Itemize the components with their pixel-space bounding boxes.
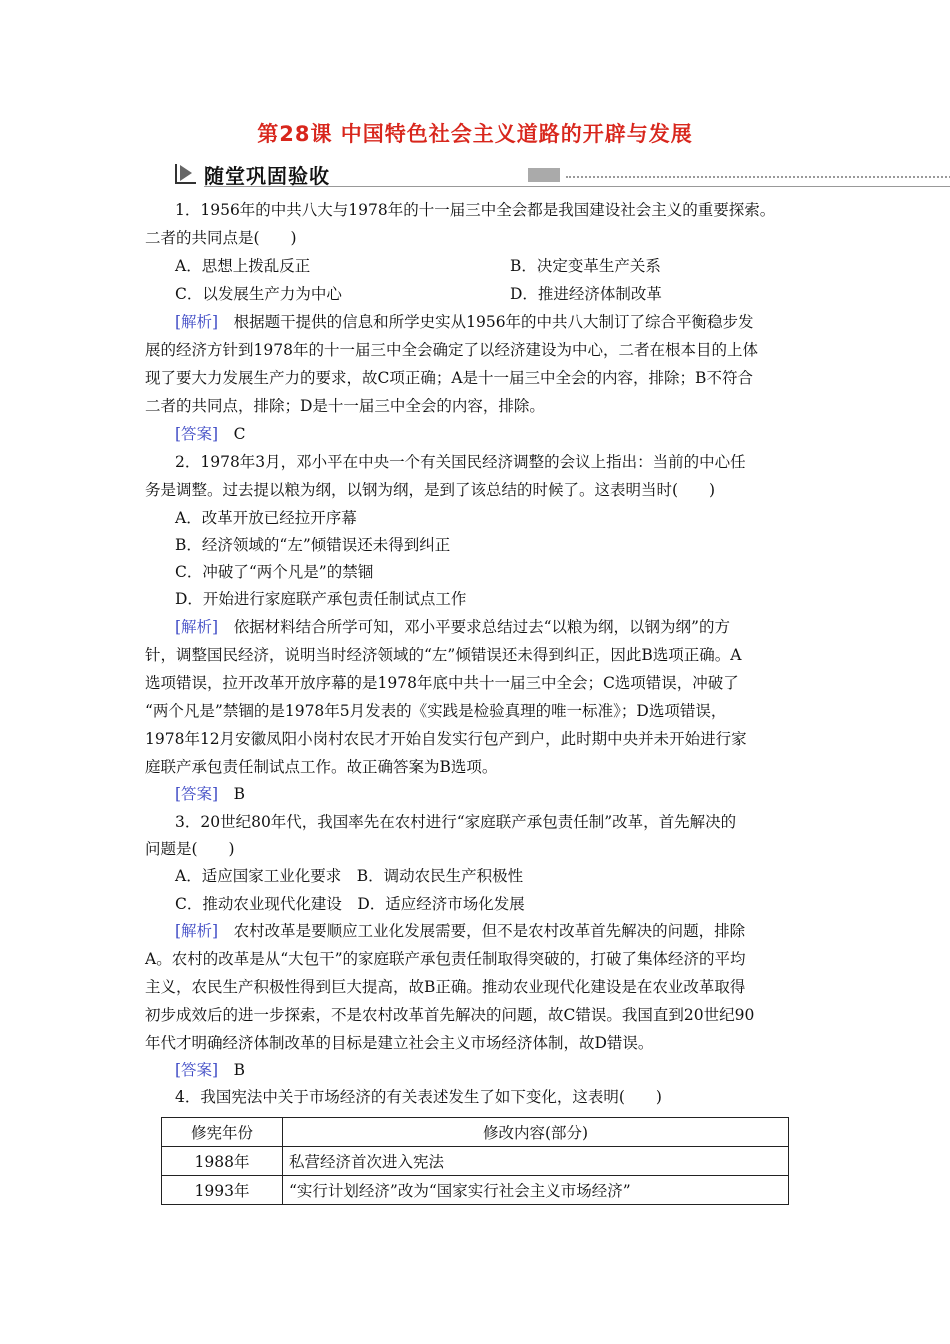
question-3-options-cd: C．推动农业现代化建设 D．适应经济市场化发展 — [175, 895, 525, 913]
question-2-answer: [答案] B — [175, 785, 245, 803]
question-2-option-b: B．经济领域的“左”倾错误还未得到纠正 — [175, 536, 451, 554]
question-3-analysis-line-3: 主义，农民生产积极性得到巨大提高，故B正确。推动农业现代化建设是在农业改革取得 — [145, 978, 746, 996]
question-2-stem-line-2: 务是调整。过去提以粮为纲，以钢为纲，是到了该总结的时候了。这表明当时( ) — [145, 481, 716, 499]
table-row — [162, 1176, 789, 1205]
question-3-analysis-line-5: 年代才明确经济体制改革的目标是建立社会主义市场经济体制，故D错误。 — [145, 1034, 654, 1052]
question-3-answer: [答案] B — [175, 1061, 245, 1079]
question-1-option-d: D．推进经济体制改革 — [510, 285, 662, 303]
table-cell: 私营经济首次进入宪法 — [283, 1147, 789, 1176]
question-1-stem-line-2: 二者的共同点是( ) — [145, 229, 297, 247]
question-2-option-a: A．改革开放已经拉开序幕 — [175, 509, 357, 527]
question-2-analysis-line-3: 选项错误，拉开改革开放序幕的是1978年底中共十一届三中全会；C选项错误，冲破了 — [145, 674, 739, 692]
answer-tag: [答案] — [175, 1061, 219, 1079]
question-1-option-c: C．以发展生产力为中心 — [175, 285, 342, 303]
question-4-stem: 4．我国宪法中关于市场经济的有关表述发生了如下变化，这表明( ) — [175, 1088, 662, 1106]
analysis-tag: [解析] — [175, 922, 219, 940]
table-header-row — [162, 1118, 789, 1147]
answer-tag: [答案] — [175, 785, 219, 803]
table-cell: “实行计划经济”改为“国家实行社会主义市场经济” — [283, 1176, 789, 1205]
question-2-stem-line-1: 2．1978年3月，邓小平在中央一个有关国民经济调整的会议上指出：当前的中心任 — [175, 453, 746, 471]
answer-tag: [答案] — [175, 425, 219, 443]
section-title: 随堂巩固验收 — [204, 164, 330, 188]
page-title: 第28课 中国特色社会主义道路的开辟与发展 — [257, 122, 693, 146]
table-cell: 1988年 — [162, 1147, 283, 1176]
table-cell: 1993年 — [162, 1176, 283, 1205]
question-1-analysis-line-3: 现了要大力发展生产力的要求，故C项正确；A是十一届三中全会的内容，排除；B不符合 — [145, 369, 753, 387]
question-3-options-ab: A．适应国家工业化要求 B．调动农民生产积极性 — [175, 867, 524, 885]
question-1-analysis-line-1: [解析] 根据题干提供的信息和所学史实从1956年的中共八大制订了综合平衡稳步发 — [175, 313, 754, 331]
question-1-analysis-line-2: 展的经济方针到1978年的十一届三中全会确定了以经济建设为中心，二者在根本目的上体 — [145, 341, 758, 359]
question-1-stem-line-1: 1．1956年的中共八大与1978年的十一届三中全会都是我国建设社会主义的重要探索。 — [175, 201, 776, 219]
section-underline — [204, 186, 950, 187]
question-1-answer: [答案] C — [175, 425, 246, 443]
question-2-analysis-line-5: 1978年12月安徽凤阳小岗村农民才开始自发实行包产到户，此时期中央并未开始进行家 — [145, 730, 747, 748]
question-2-option-c: C．冲破了“两个凡是”的禁锢 — [175, 563, 374, 581]
question-2-analysis-line-6: 庭联产承包责任制试点工作。故正确答案为B选项。 — [145, 758, 498, 776]
question-2-analysis-line-1: [解析] 依据材料结合所学可知，邓小平要求总结过去“以粮为纲，以钢为纲”的方 — [175, 618, 730, 636]
arrow-box-icon — [174, 161, 198, 185]
question-3-analysis-line-4: 初步成效后的进一步探索，不是农村改革首先解决的问题，故C错误。我国直到20世纪90 — [145, 1006, 755, 1024]
table-header-cell: 修宪年份 — [162, 1118, 283, 1147]
dotted-divider — [566, 176, 950, 178]
question-2-option-d: D．开始进行家庭联产承包责任制试点工作 — [175, 590, 467, 608]
question-1-analysis-line-4: 二者的共同点，排除；D是十一届三中全会的内容，排除。 — [145, 397, 545, 415]
section-header — [174, 160, 850, 188]
question-2-analysis-line-4: “两个凡是”禁锢的是1978年5月发表的《实践是检验真理的唯一标准》；D选项错误， — [145, 702, 727, 720]
analysis-tag: [解析] — [175, 313, 219, 331]
question-3-analysis-line-2: A。农村的改革是从“大包干”的家庭联产承包责任制取得突破的，打破了集体经济的平均 — [145, 950, 746, 968]
constitution-table — [161, 1117, 789, 1205]
section-decoration — [528, 168, 560, 182]
question-3-stem-line-2: 问题是( ) — [145, 840, 235, 858]
question-1-option-b: B．决定变革生产关系 — [510, 257, 661, 275]
table-header-cell: 修改内容(部分) — [283, 1118, 789, 1147]
analysis-tag: [解析] — [175, 618, 219, 636]
table-row — [162, 1147, 789, 1176]
question-3-analysis-line-1: [解析] 农村改革是要顺应工业化发展需要，但不是农村改革首先解决的问题，排除 — [175, 922, 746, 940]
question-2-analysis-line-2: 针，调整国民经济，说明当时经济领域的“左”倾错误还未得到纠正，因此B选项正确。A — [145, 646, 742, 664]
question-1-option-a: A．思想上拨乱反正 — [175, 257, 311, 275]
question-3-stem-line-1: 3．20世纪80年代，我国率先在农村进行“家庭联产承包责任制”改革，首先解决的 — [175, 813, 737, 831]
